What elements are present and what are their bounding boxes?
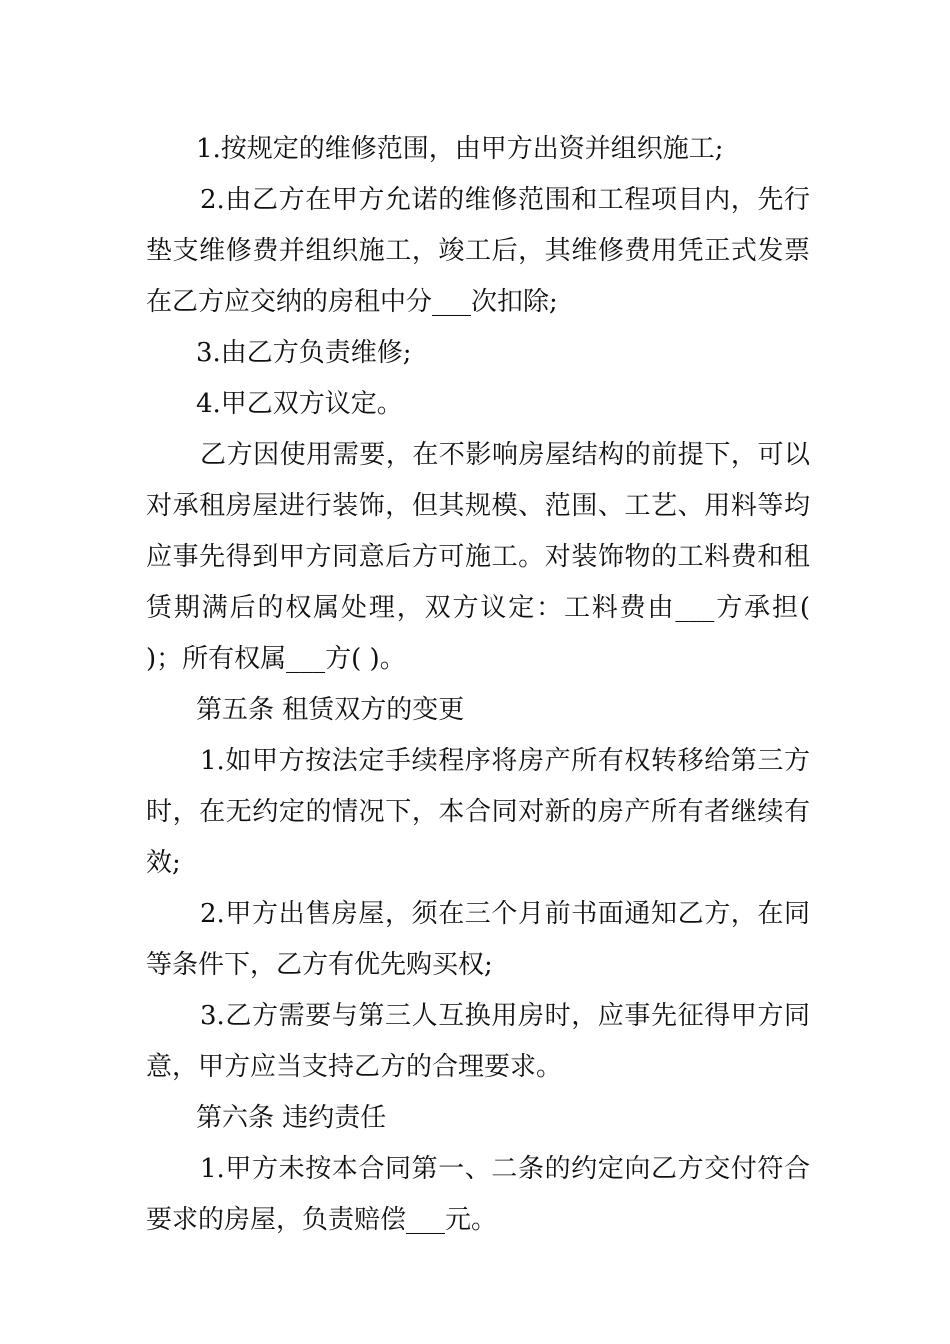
article-five-heading: 第五条 租赁双方的变更 [196, 695, 465, 725]
article-six-heading: 第六条 违约责任 [196, 1103, 387, 1133]
decoration-paragraph: 乙方因使用需要，在不影响房屋结构的前提下，可以对承租房屋进行装饰，但其规模、范围、工艺、用料等均应事先得到甲方同意后方可施工。对装饰物的工料费和租赁期满后的权属处理，双方议定：工料费由___方承担( )；所有权属___方( )。 [146, 440, 810, 674]
article-five-item-2: 2.甲方出售房屋，须在三个月前书面通知乙方，在同等条件下，乙方有优先购买权; [146, 899, 810, 980]
document-body [146, 124, 810, 1246]
clause-item-1: 1.按规定的维修范围，由甲方出资并组织施工; [196, 134, 724, 164]
article-five-item-3: 3.乙方需要与第三人互换用房时，应事先征得甲方同意，甲方应当支持乙方的合理要求。 [146, 1001, 810, 1082]
article-six-item-1: 1.甲方未按本合同第一、二条的约定向乙方交付符合要求的房屋，负责赔偿___元。 [146, 1154, 810, 1235]
clause-item-3: 3.由乙方负责维修; [196, 338, 412, 368]
clause-item-2: 2.由乙方在甲方允诺的维修范围和工程项目内，先行垫支维修费并组织施工，竣工后，其维修费用凭正式发票在乙方应交纳的房租中分___次扣除; [146, 185, 810, 317]
clause-item-4: 4.甲乙双方议定。 [196, 389, 403, 419]
article-five-item-1: 1.如甲方按法定手续程序将房产所有权转移给第三方时，在无约定的情况下，本合同对新的房产所有者继续有效; [146, 746, 810, 878]
